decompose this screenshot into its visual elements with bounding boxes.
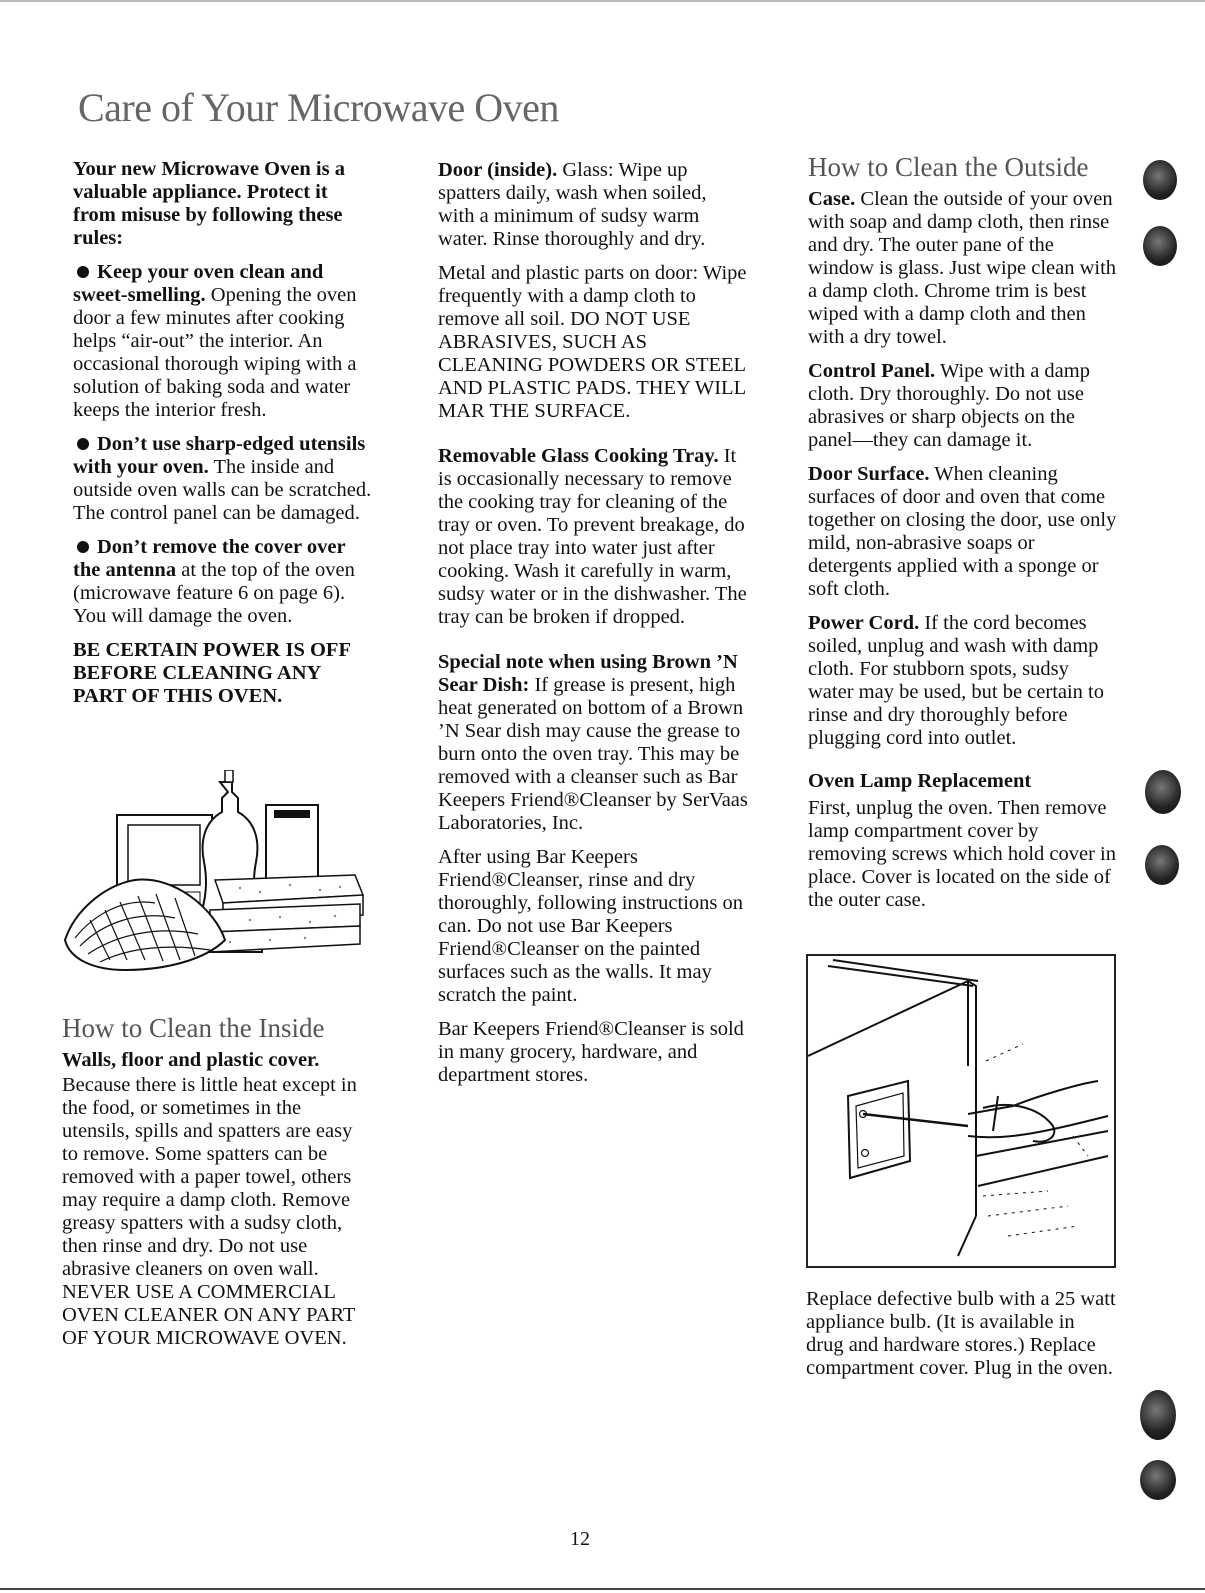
bottom-rule <box>0 1588 1205 1590</box>
power-warning: BE CERTAIN POWER IS OFF BEFORE CLEANING ANY PART OF THIS OVEN. <box>73 639 351 707</box>
replace-bulb-text: Replace defective bulb with a 25 watt appliance bulb. (It is available in drug and hardware stores.) Replace compartment cover. Plug in the oven. <box>806 1288 1116 1379</box>
tray-lead: Removable Glass Cooking Tray. <box>438 445 719 467</box>
case-lead: Case. <box>808 188 856 210</box>
door-inside-text: Glass: Wipe up spatters daily, wash when soiled, with a minimum of sudsy warm water. Rinse thoroughly and dry. <box>438 159 707 250</box>
bullet-icon <box>77 541 89 553</box>
page-number: 12 <box>570 1528 590 1550</box>
power-cord-text: If the cord becomes soiled, unplug and wash with damp cloth. For stubborn spots, sudsy water may be used, but be certain to rinse and dry thoroughly before plugging cord into outlet. <box>808 612 1104 749</box>
binder-hole-icon <box>1143 160 1177 200</box>
bullet-text: The inside and outside oven walls can be scratched. The control panel can be damaged. <box>73 456 372 524</box>
control-panel-paragraph <box>808 360 1118 452</box>
special-note-text: If grease is present, high heat generated on bottom of a Brown ’N Sear dish may cause the grease to burn onto the oven tray. This may be removed with a cleanser such as Bar Keepers Friend®Cleanser by SerVaas Laboratories, Inc. <box>438 674 748 834</box>
binder-hole-icon <box>1145 770 1181 814</box>
bullet-item <box>73 536 373 628</box>
control-panel-lead: Control Panel. <box>808 360 936 382</box>
binder-hole-icon <box>1143 226 1177 266</box>
case-text: Clean the outside of your oven with soap and damp cloth, then rinse and dry. The outer pane of the window is glass. Just wipe clean with a damp cloth. Chrome trim is best wiped with a damp cloth and then with a dry towel. <box>808 188 1117 348</box>
bullet-lead: Keep your oven clean and sweet-smelling. <box>73 261 324 306</box>
bullet-text: at the top of the oven (microwave feature 6 on page 6). You will damage the oven. <box>73 559 355 627</box>
binder-hole-icon <box>1140 1460 1176 1500</box>
binder-hole-icon <box>1145 845 1179 885</box>
tray-paragraph <box>438 445 748 629</box>
tray-text: It is occasionally necessary to remove the cooking tray for cleaning of the tray or oven. To prevent breakage, do not place tray into water just after cooking. Wash it carefully in warm, sudsy water or in the dishwasher. The tray can be broken if dropped. <box>438 445 747 628</box>
bullet-lead: Don’t remove the cover over the antenna <box>73 536 346 581</box>
after-using-paragraph: After using Bar Keepers Friend®Cleanser, rinse and dry thoroughly, following instructions on can. Do not use Bar Keepers Friend®Cleanser on the painted surfaces such as the walls. It may scratch the paint. <box>438 846 744 1006</box>
bullet-text: Opening the oven door a few minutes after cooking helps “air-out” the interior. An occasional thorough wiping with a solution of baking soda and water keeps the interior fresh. <box>73 284 357 421</box>
column-outside <box>808 152 1118 923</box>
top-rule <box>0 0 1205 2</box>
lamp-diagram <box>808 956 1114 1266</box>
inside-subheading: Walls, floor and plastic cover. <box>62 1049 320 1071</box>
lamp-replacement-illustration <box>806 954 1116 1268</box>
binder-hole-icon <box>1140 1390 1176 1440</box>
bullet-item <box>73 433 373 525</box>
metal-plastic-paragraph: Metal and plastic parts on door: Wipe frequently with a damp cloth to remove all soil. DO NOT USE ABRASIVES, SUCH AS CLEANING POWDERS OR STEEL AND PLASTIC PADS. THEY WILL MAR THE SURFACE. <box>438 262 747 422</box>
clean-inside-section <box>62 1013 372 1350</box>
power-cord-lead: Power Cord. <box>808 612 920 634</box>
page-title: Care of Your Microwave Oven <box>78 85 559 130</box>
intro-text: Your new Microwave Oven is a valuable appliance. Protect it from misuse by following these rules: <box>73 158 345 249</box>
case-paragraph <box>808 188 1118 349</box>
column-rules <box>73 158 373 719</box>
sold-paragraph: Bar Keepers Friend®Cleanser is sold in many grocery, hardware, and department stores. <box>438 1018 744 1086</box>
inside-heading: How to Clean the Inside <box>62 1013 325 1043</box>
lamp-text: First, unplug the oven. Then remove lamp compartment cover by removing screws which hold cover in place. Cover is located on the side of the outer case. <box>808 797 1116 911</box>
inside-warning: NEVER USE A COMMERCIAL OVEN CLEANER ON ANY PART OF YOUR MICROWAVE OVEN. <box>62 1281 356 1349</box>
power-cord-paragraph <box>808 612 1118 750</box>
special-note-paragraph <box>438 651 748 835</box>
bullet-lead: Don’t use sharp-edged utensils with your oven. <box>73 433 366 478</box>
bullet-item <box>73 261 373 422</box>
door-inside-paragraph <box>438 159 748 251</box>
door-surface-lead: Door Surface. <box>808 463 930 485</box>
control-panel-text: Wipe with a damp cloth. Dry thoroughly. Do not use abrasives or sharp objects on the panel—they can damage it. <box>808 360 1090 451</box>
lamp-heading: Oven Lamp Replacement <box>808 770 1032 792</box>
bullet-icon <box>77 438 89 450</box>
door-inside-lead: Door (inside). <box>438 159 558 181</box>
special-note-lead: Special note when using Brown ’N Sear Dish: <box>438 651 738 696</box>
door-surface-text: When cleaning surfaces of door and oven that come together on closing the door, use only mild, non-abrasive soaps or detergents applied with a sponge or soft cloth. <box>808 463 1117 600</box>
outside-heading: How to Clean the Outside <box>808 152 1089 182</box>
bullet-icon <box>77 266 89 278</box>
column-door-tray <box>438 159 748 1098</box>
inside-text: Because there is little heat except in the food, or sometimes in the utensils, spills and spatters are easy to remove. Some spatters can be removed with a paper towel, others may require a damp cloth. Remove greasy spatters with a sudsy cloth, then rinse and dry. Do not use abrasive cleaners on oven wall. <box>62 1074 357 1280</box>
cleaning-supplies-illustration <box>60 770 380 980</box>
door-surface-paragraph <box>808 463 1118 601</box>
